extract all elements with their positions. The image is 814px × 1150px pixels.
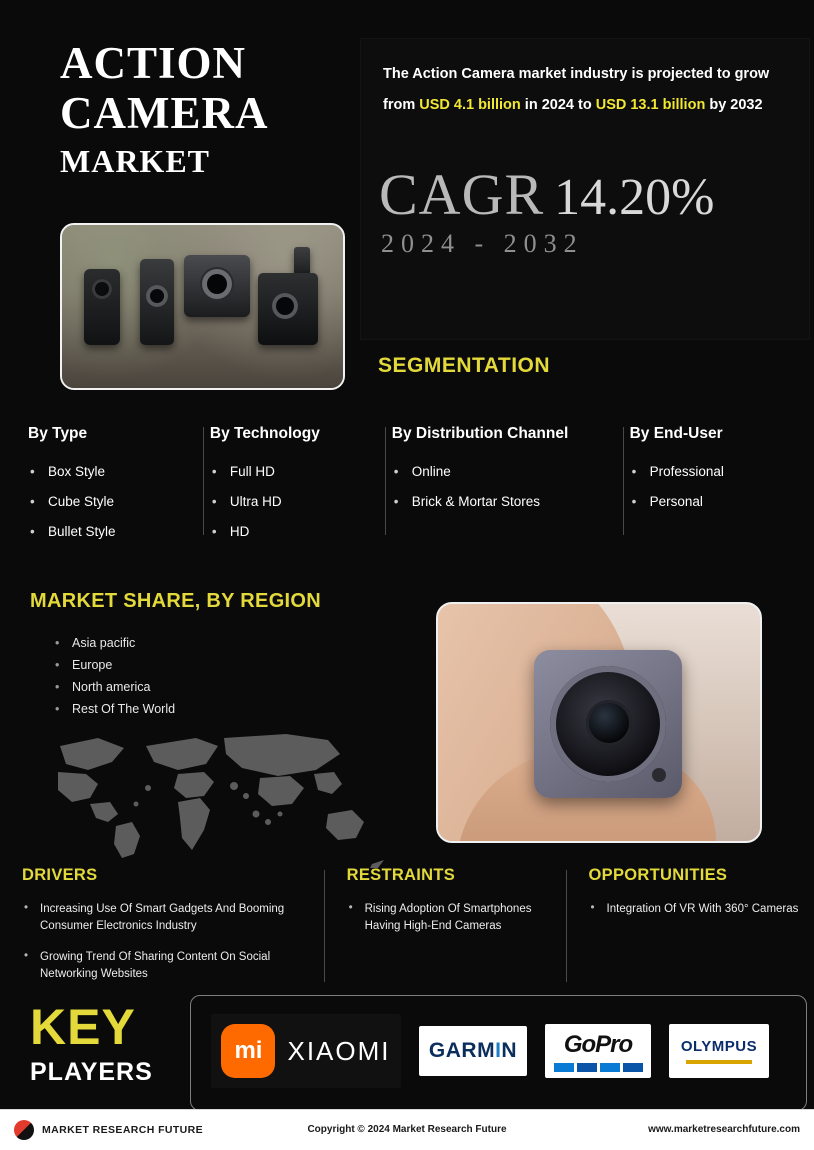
opportunities-column [567,866,802,997]
segment-heading: By Technology [209,425,320,442]
value-2024: USD 4.1 billion [419,97,521,113]
projection-intro-1: The Action Camera market industry is projected to grow from [383,66,770,113]
cagr-period: 2024 - 2032 [381,229,584,258]
projection-intro-3: by 2032 [705,97,763,113]
footer-website[interactable]: www.marketresearchfuture.com [648,1124,800,1135]
segment-heading: By Distribution Channel [391,425,569,442]
key-players-line-1: KEY [30,999,136,1055]
dros-section [22,866,802,997]
restraints-list [347,901,557,935]
footer-copyright: Copyright © 2024 Market Research Future [307,1124,507,1135]
segmentation-title: SEGMENTATION [378,354,551,377]
garmin-word-start: GARM [428,1039,496,1062]
garmin-wordmark [429,1039,517,1063]
market-projection-text [383,59,793,121]
gopro-bars-icon [554,1063,643,1072]
mi-badge-icon: mi [221,1024,275,1078]
segment-heading: By Type [28,425,88,442]
list-item: • Box Style [28,457,196,487]
footer-brand-name: MARKET RESEARCH FUTURE [42,1124,204,1136]
key-players-line-2: PLAYERS [30,1058,153,1086]
segment-list [392,457,616,517]
cagr-row [379,161,799,228]
olympus-logo [669,1024,769,1078]
xiaomi-logo [211,1014,401,1088]
camera-device-4 [258,273,318,345]
segment-by-distribution-channel [392,425,630,547]
world-map-icon [28,718,388,868]
market-stats-panel [360,38,810,340]
list-item: • Brick & Mortar Stores [392,487,616,517]
segment-by-type [28,425,210,547]
garmin-word-end: N [501,1039,518,1062]
list-item: • Full HD [210,457,378,487]
camera-front-ring [550,666,666,782]
garmin-word-accent: I [495,1039,502,1062]
garmin-logo [419,1026,527,1076]
segment-list [210,457,378,547]
list-item: • Online [392,457,616,487]
drivers-list [22,901,307,983]
list-item: • Ultra HD [210,487,378,517]
list-item: • Personal [630,487,774,517]
list-item: • Professional [630,457,774,487]
title-line-3: MARKET [60,143,210,179]
page-title [60,38,350,184]
list-item: • Bullet Style [28,517,196,547]
segment-by-technology [210,425,392,547]
camera-device-1 [84,269,120,345]
olympus-underline [686,1060,752,1064]
list-item: • North america [52,676,175,698]
list-item: • Integration Of VR With 360° Cameras [589,901,802,918]
gopro-logo [545,1024,651,1078]
segment-list [630,457,774,517]
value-2032: USD 13.1 billion [595,97,706,113]
restraints-heading: RESTRAINTS [346,866,456,884]
camera-sensor-dot [652,768,666,782]
list-item: • Europe [52,654,175,676]
hero-product-image [60,223,345,390]
segmentation-columns [28,425,788,547]
list-item: • Rest Of The World [52,698,175,720]
list-item: • Rising Adoption Of Smartphones Having High-End Cameras [347,901,557,935]
title-line-2: CAMERA [60,88,269,138]
region-list [52,632,175,720]
footer [0,1109,814,1150]
camera-in-hand-image [436,602,762,843]
camera-lens [586,700,632,746]
list-item: • Growing Trend Of Sharing Content On Social Networking Websites [22,949,307,983]
logo-row [211,1014,769,1088]
list-item: • Increasing Use Of Smart Gadgets And Booming Consumer Electronics Industry [22,901,307,935]
key-players-box [190,995,807,1111]
segment-by-end-user [630,425,788,547]
camera-device-3 [184,255,250,317]
list-item: • Asia pacific [52,632,175,654]
opportunities-heading: OPPORTUNITIES [588,866,728,884]
olympus-wordmark: OLYMPUS [680,1038,758,1055]
market-share-title: MARKET SHARE, BY REGION [30,590,322,612]
segment-list [28,457,196,547]
xiaomi-wordmark: XIAOMI [287,1035,391,1066]
cagr-label: CAGR [379,162,545,227]
drivers-heading: DRIVERS [22,866,98,884]
title-line-1: ACTION [60,38,247,88]
segment-heading: By End-User [629,425,723,442]
list-item: • HD [210,517,378,547]
camera-device-2 [140,259,174,345]
list-item: • Cube Style [28,487,196,517]
projection-intro-2: in 2024 to [520,97,596,113]
opportunities-list [589,901,802,918]
cagr-value: 14.20% [554,169,715,226]
action-camera-device [534,650,682,798]
key-players-label [30,1000,180,1090]
restraints-column [325,866,567,997]
drivers-column [22,866,325,997]
gopro-wordmark: GoPro [563,1030,633,1058]
